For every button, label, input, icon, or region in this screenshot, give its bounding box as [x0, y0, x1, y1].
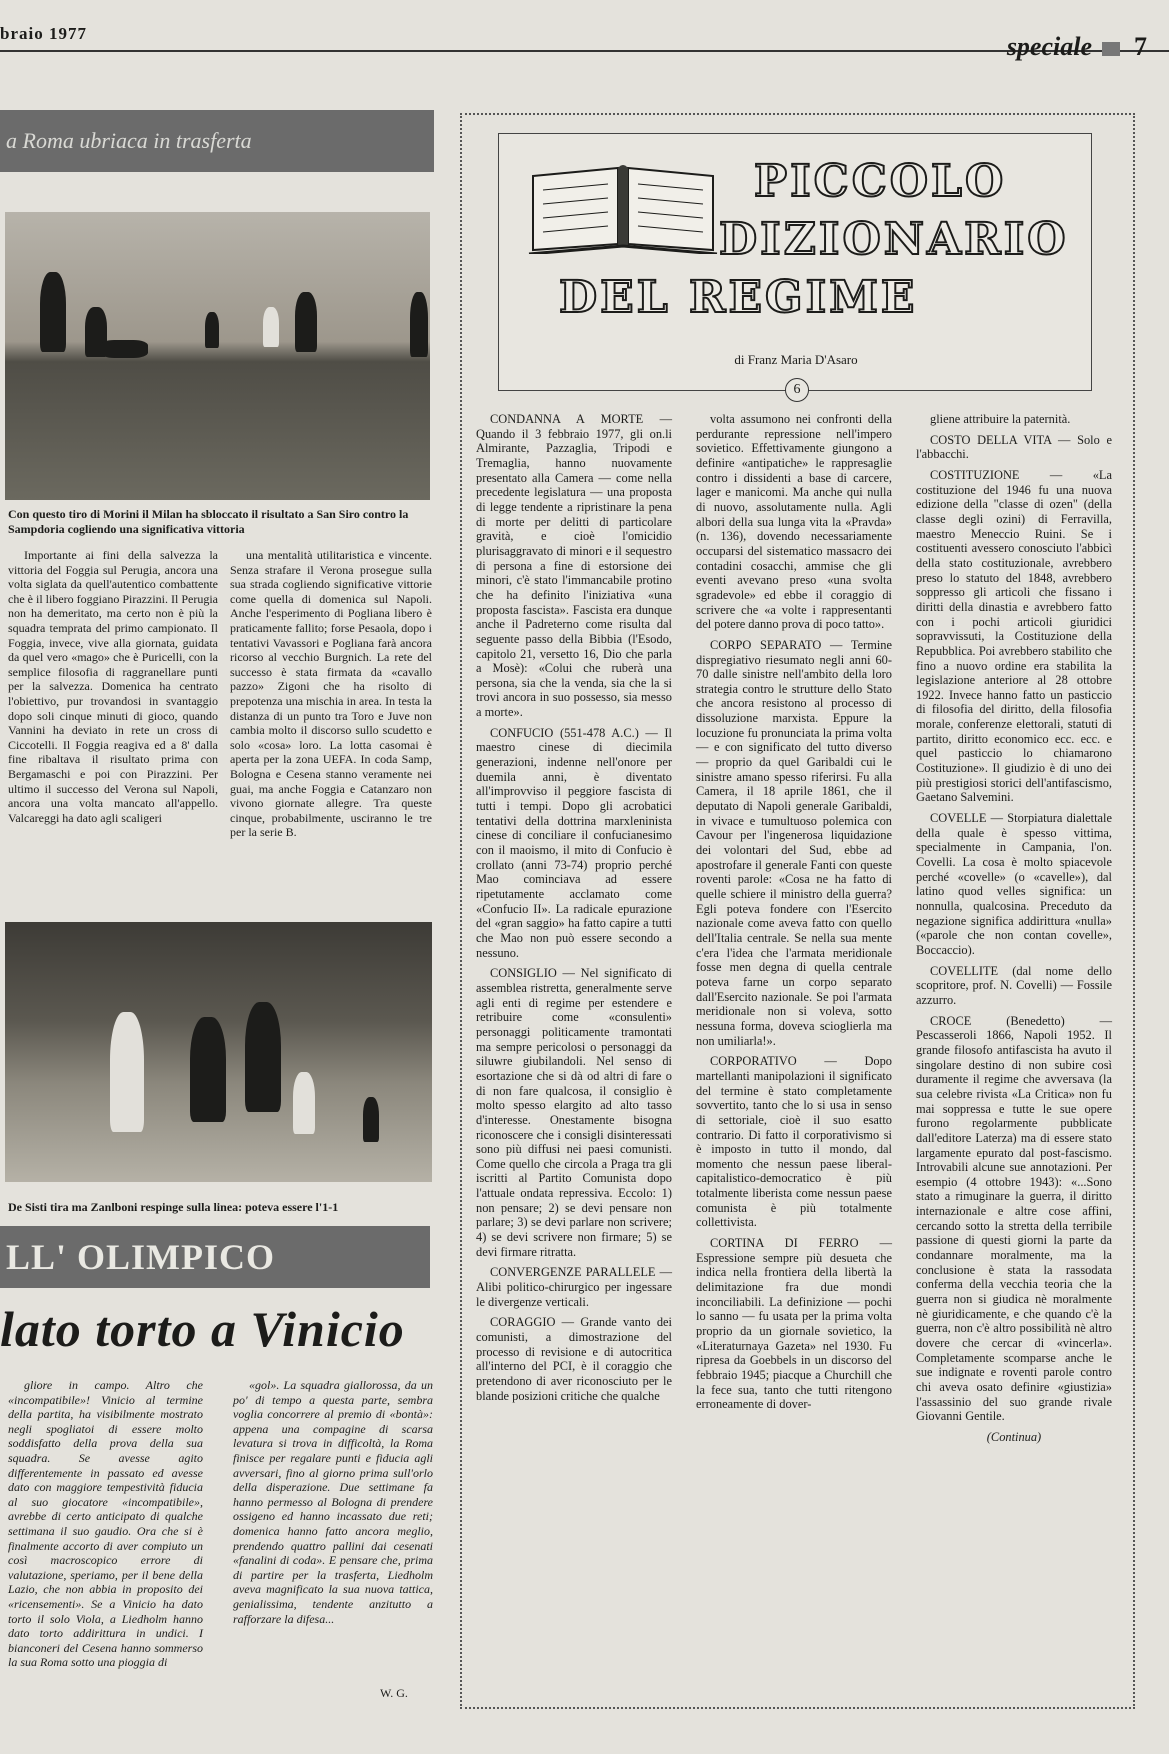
entry: CONVERGENZE PARALLELE — Alibi politico-chirurgico per ingessare le divergenze verticali.	[476, 1265, 672, 1309]
dictionary-col3	[916, 412, 1112, 1451]
entry: volta assumono nei confronti della perdurante repressione nell'impero sovietico. Effettivamente giungono a definire «antipatiche» le rappresaglie contro i dissidenti a base di carcere, lager e manicomi. Ma anche qui nulla di nuovo, assolutamente nulla. Agli albori della sua lunga vita la «Pravda» (n. 136), dovendo necessariamente occuparsi del sistematico massacro dei contadini cosacchi, ammise che gli eventi avevano preso «una svolta sgradevole» ed ebbe il coraggio di scrivere che «a volte i rappresentanti del potere danno prova di poco tatto».	[696, 412, 892, 632]
article-banner: a Roma ubriaca in trasferta	[0, 110, 434, 172]
header-rule	[0, 50, 1169, 52]
article2-col1: gliore in campo. Altro che «incompatibile»! Vinicio al termine della partita, ha visibilmente mostrato negli spogliatoi di essere molto soddisfatto della prova della sua squadra. Se avesse agito differentemente in passato ed avesse dato con maggiore tempestività fiducia al suo giocatore «incompatibile», avrebbe di certo anticipato di qualche settimana il suo gaudio. Ora che si è finalmente accorto di aver compiuto un così macroscopico errore di valutazione, speriamo, per il bene della Lazio, che non abbia in proposito dei «ricensementi». Se a Vinicio ha dato torto il solo Viola, a Liedholm hanno dato torto addirittura in undici. I bianconeri del Cesena hanno sommerso la sua Roma sotto una pioggia di	[8, 1378, 203, 1670]
football-photo-olimpico	[5, 922, 432, 1182]
entry: COSTITUZIONE — «La costituzione del 1946 fu una nuova edizione della "classe di ozen" (della classe degli ozini) di Ferravilla, maestro Meneccio Ruini. Se i costituenti avessero conosciuto l'abbicì della stato costituzionale, avrebbero preso lo statuto del 1848, avrebbero soppresso gli articoli che fissano i diritti della dinastia e avrebbero fatto con i pochi articoli giuridici sopravvissuti, la Costituzione della Repubblica. Poi avrebbero stabilito che fino a nuovo ordine era stabilita la legislazione anteriore al 28 ottobre 1922. Invece hanno fatto un pasticcio di filosofia del diritto, della filosofia morale, conferenze elettorali, statuti di partito, diritto economico ecc. ecc. e quel pasticcio lo chiamarono Costituzione». Il giudizio è di uno dei più prestigiosi storici dell'antifascismo, Gaetano Salvemini.	[916, 467, 1112, 805]
photo1-caption: Con questo tiro di Morini il Milan ha sbloccato il risultato a San Siro contro la Sampdoria cogliendo una significativa vittoria	[8, 507, 409, 536]
section-square-icon	[1102, 42, 1120, 56]
title-line-1: PICCOLO	[754, 156, 1007, 207]
entry: COSTO DELLA VITA — Solo e l'abbacchi.	[916, 432, 1112, 462]
issue-date: braio 1977	[0, 24, 87, 43]
article1-col1: Importante ai fini della salvezza la vittoria del Foggia sul Perugia, ancora una volta siglata da quell'autentico combattente che è il libero foggiano Pirazzini. Il Perugia non ha demeritato, ma certo non è più la squadra temprata del primo campionato. Il Foggia, invece, vive alla giornata, guidata da quel vero «mago» che è Puricelli, con la semplice filosofia di raggranellare punti per la salvezza. Domenica ha centrato l'obiettivo, pur trovandosi in svantaggio dopo soli cinque minuti di gioco, quando Vannini ha deviato in rete un cross di Ciccotelli. Il Foggia reagiva ed a 8' dalla fine ribaltava il risultato prima con Bergamaschi e poi con Pirazzini. Per ultimo il successo del Verona sul Napoli, ancora una volta mancato all'appello. Valcareggi ha dato agli scaligeri	[8, 548, 218, 825]
entry: CROCE (Benedetto) — Pescasseroli 1866, Napoli 1952. Il grande filosofo antifascista ha avuto il singolare destino di non subire così duramente il regime che avversava (la sua celebre rivista «La Critica» non fu mai soppressa e tutte le sue opere furono regolarmente pubblicate dall'editore Laterza) ma di essere stato largamente epurato dal post-fascismo. Introvabili alcune sue annotazioni. Per esempio (4 ottobre 1943): «...Sono stato a rimuginare la guerra, il diritto internazionale e altre cose affini, cercando sotto la stretta della terribile passione di questi giorni la parte da condannare moralmente, ma la conclusione è stata la rassodata conferma della vecchia teoria che la guerra non si giudica nè moralmente nè giuridicamente, e che quando c'è la guerra, non c'è altro possibilità nè altro dovere che cercar di «vincerla». Completamente scomparse anche le sue indignate e roventi parole contro chi aveva osato definire «giustizia» l'assassinio del suo grande rivale Giovanni Gentile.	[916, 1013, 1112, 1424]
section-name: speciale	[1006, 32, 1092, 61]
entry: CORPO SEPARATO — Termine dispregiativo riesumato negli anni 60-70 dalle sinistre nell'ambito della loro strategia contro le strutture dello Stato che ancora resistono al processo di dissoluzione marxista. Eppure la locuzione fu pronunciata la prima volta — e con significato del tutto diverso — proprio da quel Garibaldi cui le sinistre amano spesso riferirsi. Fu alla Camera, il 18 aprile 1861, che il deputato di Napoli generale Garibaldi, in vivace e tumultuoso polemica con Cavour per l'ingenerosa liquidazione dei volontari del Sud, ebbe ad apostrofare il generale Fanti con queste roventi parole: «Cosa ne ha fatto di quelle schiere il ministro della guerra? Egli poteva fondere con l'Esercito nazionale come aveva fatto con quello dell'Italia centrale. Se nella sua mente c'era l'idea che l'armata meridionale fosse men degna di quella centrale poteva farne un corpo separato dall'Esercito nazionale. Se poi l'armata meridionale non si voleva, sotto nessuna forma, doveva scioglierla ma non umiliarla!».	[696, 637, 892, 1048]
entry: CORPORATIVO — Dopo martellanti manipolazioni il significato del termine è stato completamente sovvertito, tanto che lo si usa in senso di settoriale, cioè il suo esatto contrario. Di fatto il corporativismo si è imposto in tutto il mondo, dal momento che nessun paese liberal-capitalistico-democratico è più totalmente liberista come nessun paese comunista è più totalmente collettivista.	[696, 1054, 892, 1230]
entry: CONSIGLIO — Nel significato di assemblea ristretta, generalmente serve agli enti di regime per estendere e retribuire come «consulenti» personaggi politicamente tramontati ma sempre pericolosi o personaggi da siluwre giubilandoli. Nel senso di esortazione che si dà od altri di fare o di non fare qualcosa, il consiglio è molto spesso elargito ad alto tasso d'interesse. Onestamente bisogna riconoscere che i consigli disinteressati sono più diffusi nei paesi comunisti. Come quello che circola a Praga tra gli iscritti al Partito Comunista dopo l'attuale ondata repressiva. Eccolo: 1) non pensare; 2) se devi pensare non parlare; 3) se devi parlare non scrivere; 4) se devi scrivere non firmare; 5) se devi firmare ritratta.	[476, 966, 672, 1259]
entry: gliene attribuire la paternità.	[930, 412, 1071, 426]
book-icon	[523, 154, 723, 254]
entry: CONFUCIO (551-478 A.C.) — Il maestro cinese di diecimila generazioni, indenne nell'onore per duemila anni, è diventato all'improvviso il peggiore fascista di tutti i tempi. Dopo gli acrobatici tentativi della dottrina marxleninista cinese di conciliare il confucianesimo con il maoismo, il mito di Confucio è crollato (anni 73-74) proprio perché Mao cominciava ad essere ripetutamente acclamato come «Confucio II». La radicale epurazione del «gran saggio» ha fatto capire a tutti che Mao non può essere secondo a nessuno.	[476, 725, 672, 960]
dictionary-col2	[696, 412, 892, 1418]
article1-col2: una mentalità utilitaristica e vincente. Senza strafare il Verona prosegue sulla sua strada cogliendo significative vittorie come quella di domenica sul Napoli. Anche l'esperimento di Pogliana libero è praticamente fallito; forse Pesaola, dopo i tentativi Vavassori e Pogliana farà ancora ricorso al vecchio Burgnich. La rete del successo è stata firmata da «cavallo pazzo» Zigoni che ha risolto di prepotenza una mischia in area. In testa la distanza di un punto tra Toro e Juve non cambia molto il discorso sullo scudetto e solo «cosa» loro. La lotta casomai è aperta per la zona UEFA. In coda Samp, Bologna e Cesena stanno veramente nei guai, ma anche Foggia e Catanzaro non vivono giornate allegre. Tra queste cinque, probabilmente, usciranno le tre per la serie B.	[230, 548, 432, 840]
entry: CONDANNA A MORTE — Quando il 3 febbraio 1977, gli on.li Almirante, Pazzaglia, Tripodi e Tremaglia, hanno nuovamente presentato alla Camera — come nella precedente legislatura — una proposta di legge tendente a ripristinare la pena di morte per delitti di particolare gravità, e cioè l'omicidio plurisaggravato di minori e il sequestro di persona a fine di estorsione dei minori, c'è stato l'immancabile protino che ha definito l'iniziativa «una proposta fascista». Fascista era dunque anche il Padreterno come risulta dal seguente passo della Bibbia (l'Esodo, capitolo 21, versetto 16, Dio che parla a Mosè): «Colui che ruberà una persona, sia che la venda, sia che la si trovi ancora in suo possesso, sia messo a morte».	[476, 412, 672, 720]
byline: di Franz Maria D'Asaro	[734, 352, 858, 367]
page-number: 7	[1134, 32, 1147, 61]
article2-col2: «gol». La squadra giallorossa, da un po' di tempo a questa parte, sembra voglia concorrere al premio di «bontà»: appena una compagine di scarsa levatura si trova in difficoltà, la Roma finisce per regalare punti e fiducia agli avversari, fino al giorno prima sull'orlo della disperazione. Due settimane fa hanno permesso al Bologna di prendere ossigeno ed hanno incassato due reti; domenica hanno fatto ancora meglio, prendendo quattro pallini dai cesenati «fanalini di coda». E pensare che, prima di partire per la trasferta, Liedholm aveva magnificato la sua nuova tattica, genialissima, tendente anzitutto a rafforzare la difesa...	[233, 1378, 433, 1626]
installment-number: 6	[785, 378, 809, 402]
entry: COVELLE — Storpiatura dialettale della quale è spesso vittima, specialmente in Campania, l'on. Covelli. La cosa è molto spiacevole perché «covelle» (o «cavelle»), dal latino quod velles significa: un nonnulla, qualcosina. Preceduto da negazione significa addirittura «nulla» («parole che non contan covelle», Boccaccio).	[916, 811, 1112, 957]
dictionary-title-box	[498, 133, 1092, 397]
football-photo-milan	[5, 212, 430, 500]
title-line-2: DIZIONARIO	[719, 214, 1069, 265]
headline: lato torto a Vinicio	[0, 1301, 405, 1357]
title-line-3: DEL REGIME	[559, 272, 918, 323]
dictionary-col1	[476, 412, 672, 1409]
entry: CORTINA DI FERRO — Espressione sempre più desueta che indica nella frontiera della libertà la delimitazione fra due mondi inconciliabili. La definizione — pochi lo sanno — fu usata per la prima volta proprio da un giornale sovietico, la «Literaturnaya Gazeta» nel 1930. Fu ripresa da Goebbels in un discorso del febbraio 1945; piacque a Churchill che la fece sua, tanto che tutti ritengono erroneamente di dover-	[696, 1236, 892, 1412]
continua-note: (Continua)	[986, 1429, 1042, 1444]
page-header	[1007, 32, 1147, 62]
photo2-caption: De Sisti tira ma Zanlboni respinge sulla linea: poteva essere l'1-1	[8, 1200, 339, 1214]
entry: CORAGGIO — Grande vanto dei comunisti, a dimostrazione del processo di revisione e di autocritica all'interno del PCI, è il coraggio che pretendono di aver riconosciuto per le blande posizioni critiche che qualche	[476, 1315, 672, 1403]
signoff: W. G.	[380, 1686, 408, 1700]
entry: COVELLITE (dal nome dello scopritore, prof. N. Covelli) — Fossile azzurro.	[916, 963, 1112, 1007]
section-banner: LL' OLIMPICO	[0, 1226, 430, 1288]
